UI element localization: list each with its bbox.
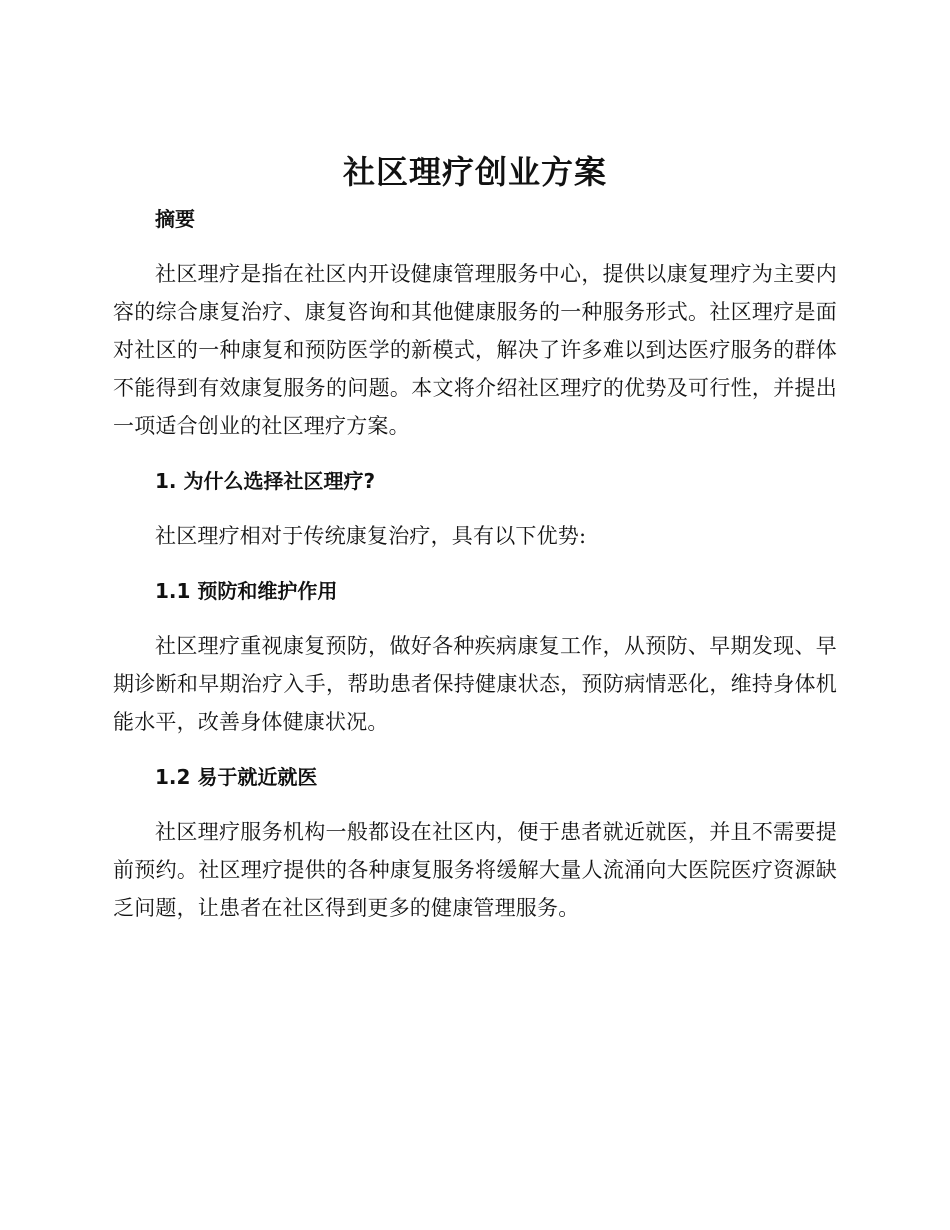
section-1-paragraph: 社区理疗相对于传统康复治疗，具有以下优势: xyxy=(155,524,587,548)
section-1-2-paragraph: 社区理疗服务机构一般都设在社区内，便于患者就近就医，并且不需要提前预约。社区理疗提供的各种康复服务将缓解大量人流涌向大医院医疗资源缺乏问题，让患者在社区得到更多的健康管理服务。 xyxy=(113,820,837,920)
section-1-1-heading: 1.1 预防和维护作用 xyxy=(155,579,338,603)
section-1-1-paragraph: 社区理疗重视康复预防，做好各种疾病康复工作，从预防、早期发现、早期诊断和早期治疗入手，帮助患者保持健康状态，预防病情恶化，维持身体机能水平，改善身体健康状况。 xyxy=(113,634,837,734)
abstract-heading: 摘要 xyxy=(155,207,195,231)
document-title: 社区理疗创业方案 xyxy=(342,153,607,191)
section-1-2-heading: 1.2 易于就近就医 xyxy=(155,765,318,789)
abstract-paragraph: 社区理疗是指在社区内开设健康管理服务中心，提供以康复理疗为主要内容的综合康复治疗、康复咨询和其他健康服务的一种服务形式。社区理疗是面对社区的一种康复和预防医学的新模式，解决了许多难以到达医疗服务的群体不能得到有效康复服务的问题。本文将介绍社区理疗的优势及可行性，并提出一项适合创业的社区理疗方案。 xyxy=(113,262,837,438)
document-body xyxy=(113,200,837,927)
section-1-heading: 1. 为什么选择社区理疗? xyxy=(155,469,376,493)
